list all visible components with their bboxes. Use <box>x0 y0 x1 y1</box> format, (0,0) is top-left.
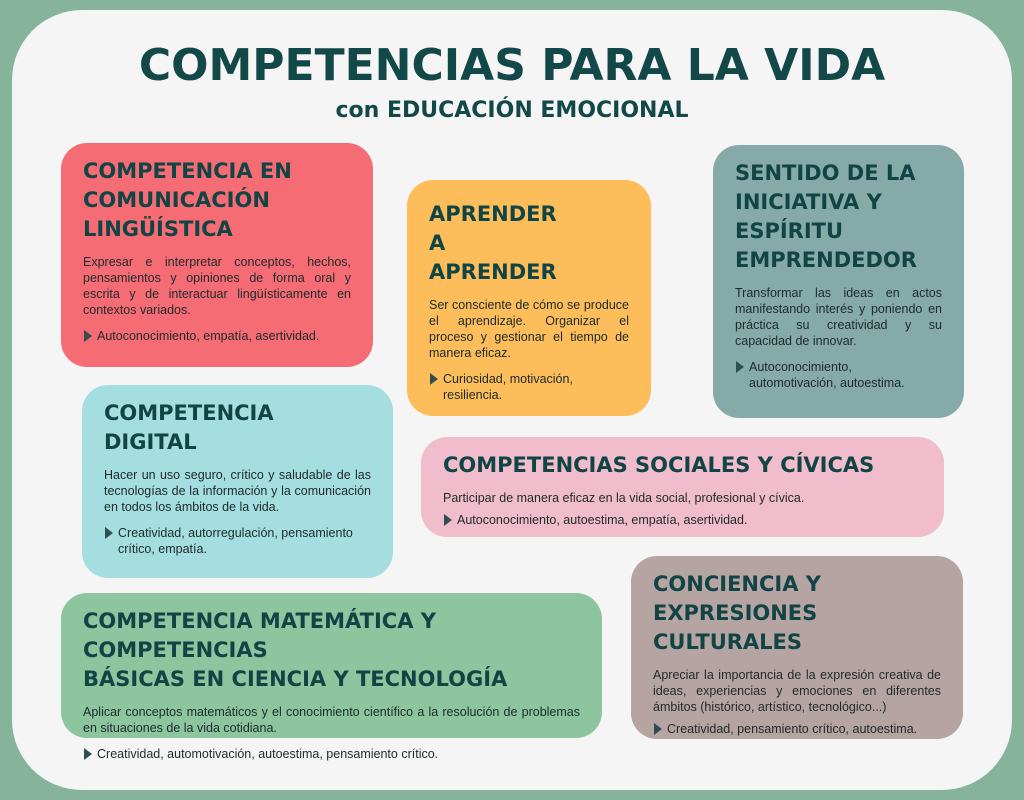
card-competencia-digital <box>82 385 393 578</box>
card-description: Aplicar conceptos matemáticos y el conocimiento científico a la resolución de problemas en situaciones de la vida cotidiana. <box>83 705 580 735</box>
card-comunicacion-linguistica <box>61 143 373 367</box>
card-iniciativa-emprendedor <box>713 145 964 418</box>
card-skills: Creatividad, pensamiento crítico, autoestima. <box>653 721 941 737</box>
card-description: Expresar e interpretar conceptos, hechos, pensamientos y opiniones de forma oral y escrita y de interactuar lingüísticamente en contextos variados. <box>83 255 351 317</box>
chevron-right-icon <box>84 748 92 760</box>
chevron-right-icon <box>444 514 452 526</box>
chevron-right-icon <box>105 527 113 539</box>
chevron-right-icon <box>84 330 92 342</box>
card-description: Apreciar la importancia de la expresión creativa de ideas, experiencias y emociones en diferentes ámbitos (histórico, artístico, tecnológico...) <box>653 668 941 714</box>
page-subtitle: con EDUCACIÓN EMOCIONAL <box>335 98 689 123</box>
chevron-right-icon <box>736 361 744 373</box>
card-description: Transformar las ideas en actos manifestando interés y poniendo en práctica su creatividad y su capacidad de innovar. <box>735 286 942 348</box>
card-title: SENTIDO DE LA INICIATIVA Y ESPÍRITU EMPRENDEDOR <box>735 161 917 272</box>
card-skills: Curiosidad, motivación, resiliencia. <box>429 371 629 403</box>
card-skills: Creatividad, autorregulación, pensamiento crítico, empatía. <box>104 525 371 557</box>
card-aprender-a-aprender <box>407 180 651 416</box>
card-description: Hacer un uso seguro, crítico y saludable de las tecnologías de la información y la comunicación en todos los ámbitos de la vida. <box>104 468 371 514</box>
chevron-right-icon <box>654 723 662 735</box>
card-conciencia-cultural <box>631 556 963 739</box>
card-title: COMPETENCIA DIGITAL <box>104 401 274 454</box>
card-skills: Creatividad, automotivación, autoestima, pensamiento crítico. <box>83 746 580 762</box>
card-title: COMPETENCIAS SOCIALES Y CÍVICAS <box>443 453 875 477</box>
card-title: COMPETENCIA EN COMUNICACIÓN LINGÜÍSTICA <box>83 159 292 241</box>
card-title: CONCIENCIA Y EXPRESIONES CULTURALES <box>653 572 821 654</box>
card-skills: Autoconocimiento, empatía, asertividad. <box>83 328 351 344</box>
card-matematica-ciencia <box>61 593 602 761</box>
chevron-right-icon <box>430 373 438 385</box>
card-skills: Autoconocimiento, autoestima, empatía, asertividad. <box>443 512 922 528</box>
card-description: Ser consciente de cómo se produce el aprendizaje. Organizar el proceso y gestionar el tiempo de manera eficaz. <box>429 298 629 360</box>
card-title: APRENDER A APRENDER <box>429 202 557 284</box>
card-skills: Autoconocimiento, automotivación, autoestima. <box>735 359 942 391</box>
card-description: Participar de manera eficaz en la vida social, profesional y cívica. <box>443 491 805 505</box>
card-sociales-civicas <box>421 437 944 537</box>
page-title: COMPETENCIAS PARA LA VIDA <box>138 40 886 91</box>
card-title: COMPETENCIA MATEMÁTICA Y COMPETENCIAS BÁSICAS EN CIENCIA Y TECNOLOGÍA <box>83 609 508 691</box>
